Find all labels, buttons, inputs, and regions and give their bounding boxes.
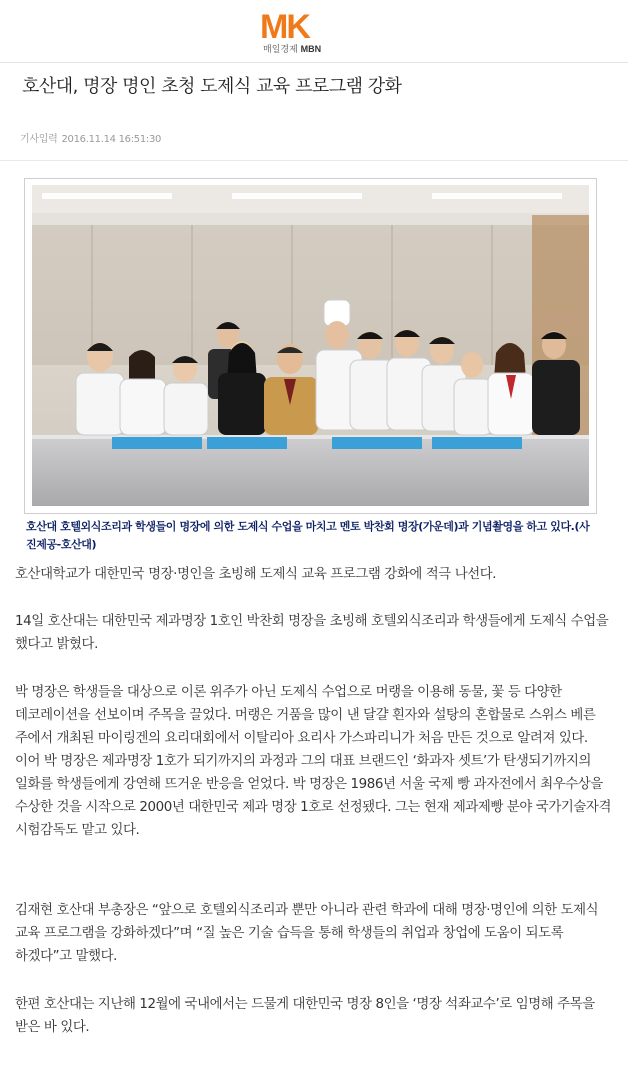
article-date: [20, 130, 161, 145]
article-photo[interactable]: [32, 185, 589, 506]
photo-caption: 호산대 호텔외식조리과 학생들이 명장에 의한 도제식 수업을 마치고 멘토 박찬회 명장(가운데)과 기념촬영을 하고 있다.(사진제공-호산대): [26, 520, 590, 551]
group-photo-illustration: [32, 185, 589, 506]
header-divider: [0, 62, 628, 63]
article-paragraph-3: 박 명장은 학생들을 대상으로 이론 위주가 아닌 도제식 수업으로 머랭을 이용해 동물, 꽃 등 다양한 데코레이션을 선보이며 주목을 끌었다. 머랭은 거품을 많이 낸 달걀 흰자와 설탕의 혼합물로 스위스 베른 주에서 개최된 마이링겐의 요리대회에서 이탈리아 요리사 가스파리니가 처음 만든 것으로 알려져 있다. 이어 박 명장은 제과명장 1호가 되기까지의 과정과 그의 대표 브랜드인 ‘화과자 셋트’가 탄생되기까지의 일화를 학생들에게 강연해 뜨거운 반응을 얻었다. 박 명장은 1986년 서울 국제 빵 과자전에서 최우수상을 수상한 것을 시작으로 2000년 대한민국 제과 명장 1호로 선정됐다. 그는 현재 제과제빵 분야 국가기술자격 시험감독도 맡고 있다.: [15, 685, 611, 838]
article-paragraph-4: 김재현 호산대 부총장은 “앞으로 호텔외식조리과 뿐만 아니라 관련 학과에 대해 명장·명인에 의한 도제식 교육 프로그램을 강화하겠다”며 “질 높은 기술 습득을 통해 학생들의 취업과 창업에 도움이 되도록 하겠다”고 말했다.: [15, 903, 599, 964]
logo-sub-korean: 매일경제: [263, 45, 298, 55]
site-header: [0, 0, 628, 62]
article-paragraph-2: 14일 호산대는 대한민국 제과명장 1호인 박찬회 명장을 초빙해 호텔외식조리과 학생들에게 도제식 수업을 했다고 밝혔다.: [15, 614, 609, 652]
article-paragraph-5: 한편 호산대는 지난해 12월에 국내에서는 드물게 대한민국 명장 8인을 ‘명장 석좌교수’로 임명해 주목을 받은 바 있다.: [15, 997, 595, 1035]
date-label: 기사입력: [20, 134, 58, 145]
article-paragraph-1: 호산대학교가 대한민국 명장·명인을 초빙해 도제식 교육 프로그램 강화에 적극 나선다.: [15, 567, 497, 582]
logo-sub-mbn: MBN: [300, 44, 322, 54]
article-title: 호산대, 명장 명인 초청 도제식 교육 프로그램 강화: [22, 76, 402, 97]
date-value: 2016.11.14 16:51:30: [61, 134, 162, 145]
meta-divider: [0, 160, 628, 161]
logo-subtitle: [263, 43, 343, 56]
article-photo-frame: [24, 178, 597, 514]
logo-mark: MK: [260, 8, 309, 46]
mk-logo[interactable]: [260, 10, 340, 58]
